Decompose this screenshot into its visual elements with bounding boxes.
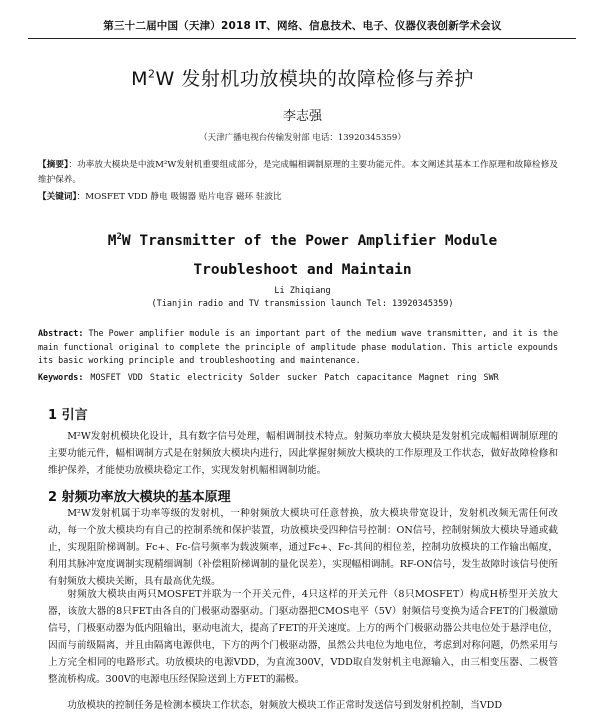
english-keywords (38, 372, 568, 382)
intro-paragraph: M²W发射机模块化设计，具有数字信号处理，幅相调制技术特点。射频功率放大模块是发射机完成幅相调制原理的主要功能元件，幅相调制方式是在射频放大模块内进行，因此掌握射频放大模块的工作原理及工作状态，做好故障检修和维护保养，才能使功放模块稳定工作，实现发射机幅相调制功能。 (48, 431, 558, 476)
header-divider (28, 38, 576, 39)
section-heading-introduction: 1 引言 (48, 408, 88, 423)
conference-header: 第三十二届中国（天津）2018 IT、网络、信息技术、电子、仪器仪表创新学术会议 (103, 20, 502, 32)
principle-paragraph-2: 射频放大模块由两只MOSFET并联为一个开关元件，4只这样的开关元件（8只MOSFET）构成H桥型开关放大器，该放大器的8只FET由各自的门极驱动器驱动。门驱动器把CMOS电平（5V）射频信号变换为适合FET的门极激励信号，门极驱动器为低内阻输出，驱动电流大，提高了FET的开关速度。上方的两个门极驱动器公共电位处于悬浮电位，因而与前级隔离，并且由隔离电源供电，下方的两个门极驱动器，虽然公共电位为地电位，考虑到对称问题，仍然采用与上方完全相同的电路形式。功放模块的电源VDD，为直流300V，VDD取自发射机主电源输入，由三相变压器、二极管整流桥构成。300V的电源电压经保险送到上方FET的漏极。 (48, 589, 558, 685)
section-heading-principle: 2 射频功率放大模块的基本原理 (48, 490, 231, 505)
chinese-abstract-label: 【摘要】 (38, 160, 69, 170)
chinese-title: $M^2W$ 发射机功放模块的故障检修与养护 (131, 67, 474, 90)
english-abstract-text: The Power amplifier module is an important part of the medium wave transmitter, and it is the main functional original to complete the principle of amplitude phase modulation. This article expounds its basic working principle and troubleshooting and maintenance. (38, 328, 558, 365)
english-keywords-label: Keywords: (38, 372, 84, 382)
chinese-affiliation: （天津广播电视台传输发射部 电话：13920345359） (199, 133, 406, 143)
english-abstract (38, 327, 558, 368)
chinese-author: 李志强 (282, 109, 322, 124)
principle-paragraph-1: M²W发射机属于功率等级的发射机，一种射频放大模块可任意替换，放大模块带宽设计，发射机改频无需任何改动，每一个放大模块均有自己的控制系统和保护装置，功放模块受四种信号控制：ON信号，控制射频放大模块导通或截止，实现阻阶梯调制。Fc+、Fc-信号频率为载波频率，通过Fc+、Fc-其间的相位差，控制功放模块的工作输出幅度，利用其脉冲宽度调制实现精细调制（补偿粗阶梯调制的量化误差），实现幅相调制。RF-ON信号，发生故障时该信号使所有射频放大模块关断，具有最高优先级。 (48, 508, 558, 587)
english-title-line2: Troubleshoot and Maintain (193, 262, 412, 278)
english-affiliation: (Tianjin radio and TV transmission launch Tel: 13920345359) (151, 299, 454, 309)
english-author: Li Zhiqiang (274, 286, 331, 296)
principle-paragraph-3: 功放模块的控制任务是检测本模块工作状态，射频放大模块工作正常时发送信号到发射机控制，当VDD (67, 700, 503, 711)
chinese-keywords (38, 190, 558, 202)
english-title-line1: $M^2W$ Transmitter of the Power Amplifier Module (107, 232, 498, 249)
chinese-abstract-text: ：功率放大模块是中波M²W发射机重要组成部分，是完成幅相调制原理的主要功能元件。本文阐述其基本工作原理和故障检修及维护保养。 (38, 160, 558, 185)
chinese-keywords-text: ：MOSFET VDD 静电 吸锡器 贴片电容 磁环 驻波比 (76, 192, 282, 202)
english-abstract-label: Abstract: (38, 328, 84, 338)
english-keywords-text: MOSFET VDD Static electricity Solder sucker Patch capacitance Magnet ring SWR (83, 372, 499, 382)
chinese-abstract (38, 158, 558, 188)
chinese-keywords-label: 【关键词】 (38, 192, 77, 202)
